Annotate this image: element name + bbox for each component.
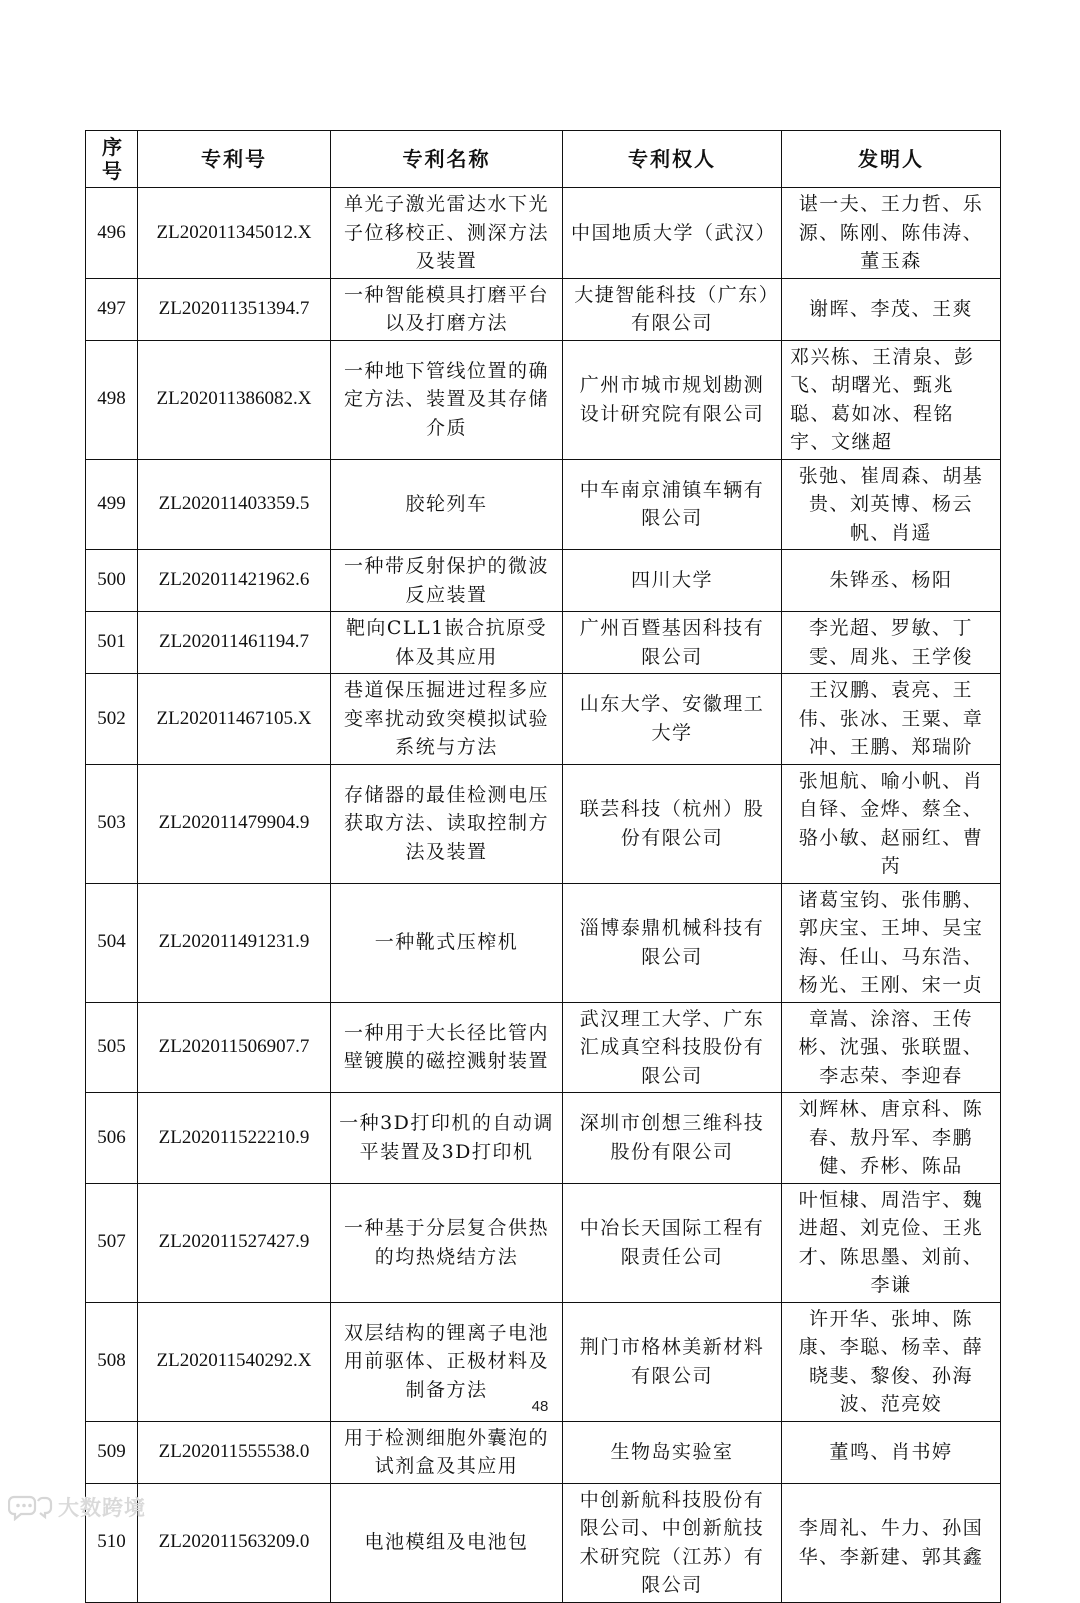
table-row [86,188,1001,279]
row-inventors: 诸葛宝钧、张伟鹏、郭庆宝、王坤、吴宝海、任山、马东浩、杨光、王刚、宋一贞 [782,883,1001,1002]
row-patent-no: ZL202011540292.X [138,1302,331,1421]
table-row [86,278,1001,340]
row-patent-no: ZL202011461194.7 [138,612,331,674]
table-row [86,883,1001,1002]
row-inventors: 朱铧丞、杨阳 [782,550,1001,612]
row-patent-name: 一种靴式压榨机 [331,883,563,1002]
row-inventors: 叶恒棣、周浩宇、魏进超、刘克俭、王兆才、陈思墨、刘前、李谦 [782,1183,1001,1302]
row-patent-name: 一种智能模具打磨平台以及打磨方法 [331,278,563,340]
row-patentee: 山东大学、安徽理工大学 [563,674,782,765]
row-patent-no: ZL202011506907.7 [138,1002,331,1093]
table-row [86,1183,1001,1302]
table-row [86,1483,1001,1602]
row-patent-name: 一种3D打印机的自动调平装置及3D打印机 [331,1093,563,1184]
row-seq: 499 [86,459,138,550]
row-patent-no: ZL202011386082.X [138,340,331,459]
row-patent-name: 靶向CLL1嵌合抗原受体及其应用 [331,612,563,674]
row-inventors: 王汉鹏、袁亮、王伟、张冰、王粟、章冲、王鹏、郑瑞阶 [782,674,1001,765]
row-inventors: 章嵩、涂溶、王传彬、沈强、张联盟、李志荣、李迎春 [782,1002,1001,1093]
header-patent-no: 专利号 [138,131,331,188]
row-patent-no: ZL202011522210.9 [138,1093,331,1184]
row-seq: 509 [86,1421,138,1483]
row-inventors: 董鸣、肖书婷 [782,1421,1001,1483]
row-patent-no: ZL202011563209.0 [138,1483,331,1602]
row-inventors: 李光超、罗敏、丁雯、周兆、王学俊 [782,612,1001,674]
row-patentee: 中国地质大学（武汉） [563,188,782,279]
row-seq: 503 [86,764,138,883]
header-seq: 序号 [86,131,138,188]
table-row [86,340,1001,459]
row-patent-no: ZL202011403359.5 [138,459,331,550]
row-patentee: 深圳市创想三维科技股份有限公司 [563,1093,782,1184]
row-patent-name: 电池模组及电池包 [331,1483,563,1602]
row-patentee: 广州百暨基因科技有限公司 [563,612,782,674]
patent-table [85,130,1001,1603]
row-seq: 502 [86,674,138,765]
watermark [8,1490,146,1524]
row-patentee: 联芸科技（杭州）股份有限公司 [563,764,782,883]
row-patentee: 生物岛实验室 [563,1421,782,1483]
header-patent-name: 专利名称 [331,131,563,188]
row-seq: 501 [86,612,138,674]
row-patent-name: 用于检测细胞外囊泡的试剂盒及其应用 [331,1421,563,1483]
row-patentee: 淄博泰鼎机械科技有限公司 [563,883,782,1002]
page-number: 48 [531,1398,549,1415]
table-row [86,459,1001,550]
row-seq: 505 [86,1002,138,1093]
row-inventors: 张弛、崔周森、胡基贵、刘英博、杨云帆、肖遥 [782,459,1001,550]
row-patent-no: ZL202011555538.0 [138,1421,331,1483]
row-inventors: 张旭航、喻小帆、肖自铎、金烨、蔡全、骆小敏、赵丽红、曹芮 [782,764,1001,883]
row-inventors: 许开华、张坤、陈康、李聪、杨幸、薛晓斐、黎俊、孙海波、范亮姣 [782,1302,1001,1421]
header-patentee: 专利权人 [563,131,782,188]
row-patent-name: 巷道保压掘进过程多应变率扰动致突模拟试验系统与方法 [331,674,563,765]
row-patent-name: 单光子激光雷达水下光子位移校正、测深方法及装置 [331,188,563,279]
row-patent-name: 双层结构的锂离子电池用前驱体、正极材料及制备方法 [331,1302,563,1421]
row-patent-name: 胶轮列车 [331,459,563,550]
row-patent-no: ZL202011491231.9 [138,883,331,1002]
table-row [86,674,1001,765]
row-patent-no: ZL202011421962.6 [138,550,331,612]
row-seq: 500 [86,550,138,612]
table-row [86,1093,1001,1184]
row-patent-no: ZL202011467105.X [138,674,331,765]
row-inventors: 谢晖、李茂、王爽 [782,278,1001,340]
row-seq: 506 [86,1093,138,1184]
row-patent-name: 一种地下管线位置的确定方法、装置及其存储介质 [331,340,563,459]
table-header-row [86,131,1001,188]
row-seq: 508 [86,1302,138,1421]
table-row [86,612,1001,674]
row-patent-name: 一种用于大长径比管内壁镀膜的磁控溅射装置 [331,1002,563,1093]
row-patent-no: ZL202011479904.9 [138,764,331,883]
table-row [86,1421,1001,1483]
table-row [86,764,1001,883]
watermark-text: 大数跨境 [58,1496,146,1520]
row-patentee: 中创新航科技股份有限公司、中创新航技术研究院（江苏）有限公司 [563,1483,782,1602]
row-inventors: 邓兴栋、王清泉、彭飞、胡曙光、甄兆聪、葛如冰、程铭宇、文继超 [782,340,1001,459]
row-seq: 510 [86,1483,138,1602]
row-inventors: 李周礼、牛力、孙国华、李新建、郭其鑫 [782,1483,1001,1602]
table-row [86,1002,1001,1093]
row-patent-no: ZL202011345012.X [138,188,331,279]
row-seq: 496 [86,188,138,279]
speech-bubble-logo-icon [8,1493,54,1521]
row-inventors: 刘辉林、唐京科、陈春、敖丹军、李鹏健、乔彬、陈品 [782,1093,1001,1184]
row-patentee: 广州市城市规划勘测设计研究院有限公司 [563,340,782,459]
row-patentee: 中冶长天国际工程有限责任公司 [563,1183,782,1302]
row-patent-name: 一种基于分层复合供热的均热烧结方法 [331,1183,563,1302]
row-patent-no: ZL202011527427.9 [138,1183,331,1302]
row-patentee: 荆门市格林美新材料有限公司 [563,1302,782,1421]
row-patentee: 大捷智能科技（广东）有限公司 [563,278,782,340]
row-patentee: 中车南京浦镇车辆有限公司 [563,459,782,550]
row-seq: 497 [86,278,138,340]
row-seq: 504 [86,883,138,1002]
row-patentee: 四川大学 [563,550,782,612]
table-row [86,550,1001,612]
header-inventor: 发明人 [782,131,1001,188]
row-patent-name: 一种带反射保护的微波反应装置 [331,550,563,612]
row-patent-no: ZL202011351394.7 [138,278,331,340]
row-inventors: 谌一夫、王力哲、乐源、陈刚、陈伟涛、董玉森 [782,188,1001,279]
row-seq: 507 [86,1183,138,1302]
row-seq: 498 [86,340,138,459]
row-patent-name: 存储器的最佳检测电压获取方法、读取控制方法及装置 [331,764,563,883]
row-patentee: 武汉理工大学、广东汇成真空科技股份有限公司 [563,1002,782,1093]
